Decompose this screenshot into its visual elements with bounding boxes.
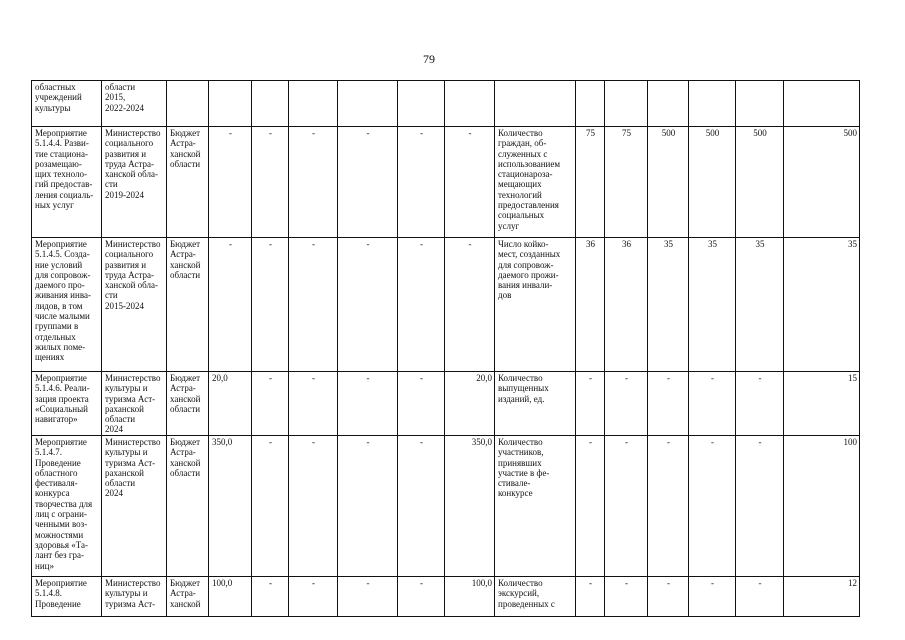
indicator-value-cell: - — [605, 372, 648, 436]
funding-cell: - — [289, 577, 338, 617]
table-row — [32, 238, 860, 372]
executor-cell: Министерство культуры и туризма Аст- раханской области 2024 — [102, 436, 167, 577]
indicator-value-cell: - — [576, 577, 605, 617]
program-table — [31, 80, 860, 617]
funding-source-cell: Бюджет Астра- ханской области — [167, 238, 209, 372]
funding-source-cell: Бюджет Астра- ханской области — [167, 436, 209, 577]
funding-cell: - — [209, 238, 252, 372]
indicator-value-cell: - — [576, 436, 605, 577]
funding-cell: - — [445, 238, 495, 372]
funding-cell — [252, 81, 289, 127]
indicator-value-cell: - — [576, 372, 605, 436]
indicator-value-cell: 500 — [784, 127, 860, 238]
funding-cell: - — [398, 436, 445, 577]
funding-cell: - — [398, 372, 445, 436]
executor-cell: области 2015, 2022-2024 — [102, 81, 167, 127]
funding-source-cell: Бюджет Астра- ханской области — [167, 127, 209, 238]
funding-cell — [289, 81, 338, 127]
funding-cell: - — [252, 127, 289, 238]
table-row — [32, 127, 860, 238]
indicator-value-cell: 75 — [605, 127, 648, 238]
indicator-value-cell — [784, 81, 860, 127]
funding-source-cell — [167, 81, 209, 127]
funding-cell: - — [338, 127, 398, 238]
funding-cell: 20,0 — [209, 372, 252, 436]
funding-cell: - — [338, 577, 398, 617]
indicator-value-cell: 500 — [689, 127, 736, 238]
funding-cell — [209, 81, 252, 127]
indicator-value-cell — [736, 81, 784, 127]
executor-cell: Министерство социального развития и труда Астра- ханской обла- сти 2019-2024 — [102, 127, 167, 238]
funding-cell: - — [252, 238, 289, 372]
funding-cell: - — [338, 372, 398, 436]
funding-cell — [445, 81, 495, 127]
indicator-value-cell: 100 — [784, 436, 860, 577]
funding-cell: - — [209, 127, 252, 238]
indicator-cell: Количество участников, принявших участие в фе- стивале- конкурсе — [495, 436, 576, 577]
table-row — [32, 577, 860, 617]
indicator-value-cell — [576, 81, 605, 127]
funding-cell: 350,0 — [445, 436, 495, 577]
indicator-value-cell — [689, 81, 736, 127]
indicator-value-cell: 35 — [784, 238, 860, 372]
indicator-value-cell: - — [605, 436, 648, 577]
funding-cell: - — [252, 436, 289, 577]
indicator-value-cell — [605, 81, 648, 127]
indicator-value-cell: - — [605, 577, 648, 617]
indicator-value-cell: 12 — [784, 577, 860, 617]
funding-source-cell: Бюджет Астра- ханской области — [167, 372, 209, 436]
executor-cell: Министерство социального развития и труда Астра- ханской обла- сти 2015-2024 — [102, 238, 167, 372]
indicator-value-cell: 36 — [605, 238, 648, 372]
indicator-value-cell: 75 — [576, 127, 605, 238]
event-cell: областных учреждений культуры — [32, 81, 102, 127]
table-row — [32, 372, 860, 436]
funding-cell: - — [289, 436, 338, 577]
event-cell: Мероприятие 5.1.4.4. Разви- тие стациона- розамещаю- щих техноло- гий предостав- ления социаль- ных услуг — [32, 127, 102, 238]
funding-cell: - — [289, 127, 338, 238]
indicator-value-cell: 35 — [689, 238, 736, 372]
indicator-cell: Количество выпущенных изданий, ед. — [495, 372, 576, 436]
table-row — [32, 81, 860, 127]
funding-cell: 100,0 — [445, 577, 495, 617]
event-cell: Мероприятие 5.1.4.6. Реали- зация проекта «Социальный навигатор» — [32, 372, 102, 436]
event-cell: Мероприятие 5.1.4.8. Проведение — [32, 577, 102, 617]
indicator-value-cell: - — [736, 436, 784, 577]
funding-cell: - — [289, 372, 338, 436]
funding-cell: - — [252, 372, 289, 436]
indicator-value-cell: - — [736, 372, 784, 436]
indicator-value-cell: 15 — [784, 372, 860, 436]
table-row — [32, 436, 860, 577]
indicator-value-cell: - — [689, 372, 736, 436]
funding-cell: - — [445, 127, 495, 238]
funding-cell: 20,0 — [445, 372, 495, 436]
indicator-value-cell: 35 — [648, 238, 689, 372]
indicator-cell: Количество граждан, об- служенных с использованием стационароза- мещающих технологий предоставления социальных услуг — [495, 127, 576, 238]
indicator-cell: Количество экскурсий, проведенных с — [495, 577, 576, 617]
funding-cell: - — [398, 238, 445, 372]
event-cell: Мероприятие 5.1.4.5. Созда- ние условий для сопровож- даемого про- живания инва- лидов, в том числе малыми группами в отдельных жилых поме- щениях — [32, 238, 102, 372]
funding-cell: 100,0 — [209, 577, 252, 617]
funding-cell: - — [338, 238, 398, 372]
executor-cell: Министерство культуры и туризма Аст- — [102, 577, 167, 617]
funding-cell: - — [252, 577, 289, 617]
indicator-value-cell: 36 — [576, 238, 605, 372]
indicator-value-cell: - — [648, 436, 689, 577]
funding-cell: - — [289, 238, 338, 372]
funding-cell: - — [338, 436, 398, 577]
funding-source-cell: Бюджет Астра- ханской — [167, 577, 209, 617]
funding-cell — [398, 81, 445, 127]
indicator-cell — [495, 81, 576, 127]
event-cell: Мероприятие 5.1.4.7. Проведение областного фестиваля- конкурса творчества для лиц с ограни- ченными воз- можностями здоровья «Та- лант без гра- ниц» — [32, 436, 102, 577]
indicator-value-cell: - — [689, 577, 736, 617]
indicator-value-cell: 500 — [648, 127, 689, 238]
funding-cell: 350,0 — [209, 436, 252, 577]
funding-cell — [338, 81, 398, 127]
indicator-value-cell: - — [689, 436, 736, 577]
funding-cell: - — [398, 127, 445, 238]
funding-cell: - — [398, 577, 445, 617]
indicator-value-cell: 500 — [736, 127, 784, 238]
executor-cell: Министерство культуры и туризма Аст- раханской области 2024 — [102, 372, 167, 436]
indicator-value-cell: 35 — [736, 238, 784, 372]
indicator-value-cell: - — [648, 577, 689, 617]
indicator-value-cell — [648, 81, 689, 127]
indicator-value-cell: - — [736, 577, 784, 617]
indicator-value-cell: - — [648, 372, 689, 436]
page-number: 79 — [423, 52, 435, 66]
indicator-cell: Число койко- мест, созданных для сопровож- даемого прожи- вания инвали- дов — [495, 238, 576, 372]
